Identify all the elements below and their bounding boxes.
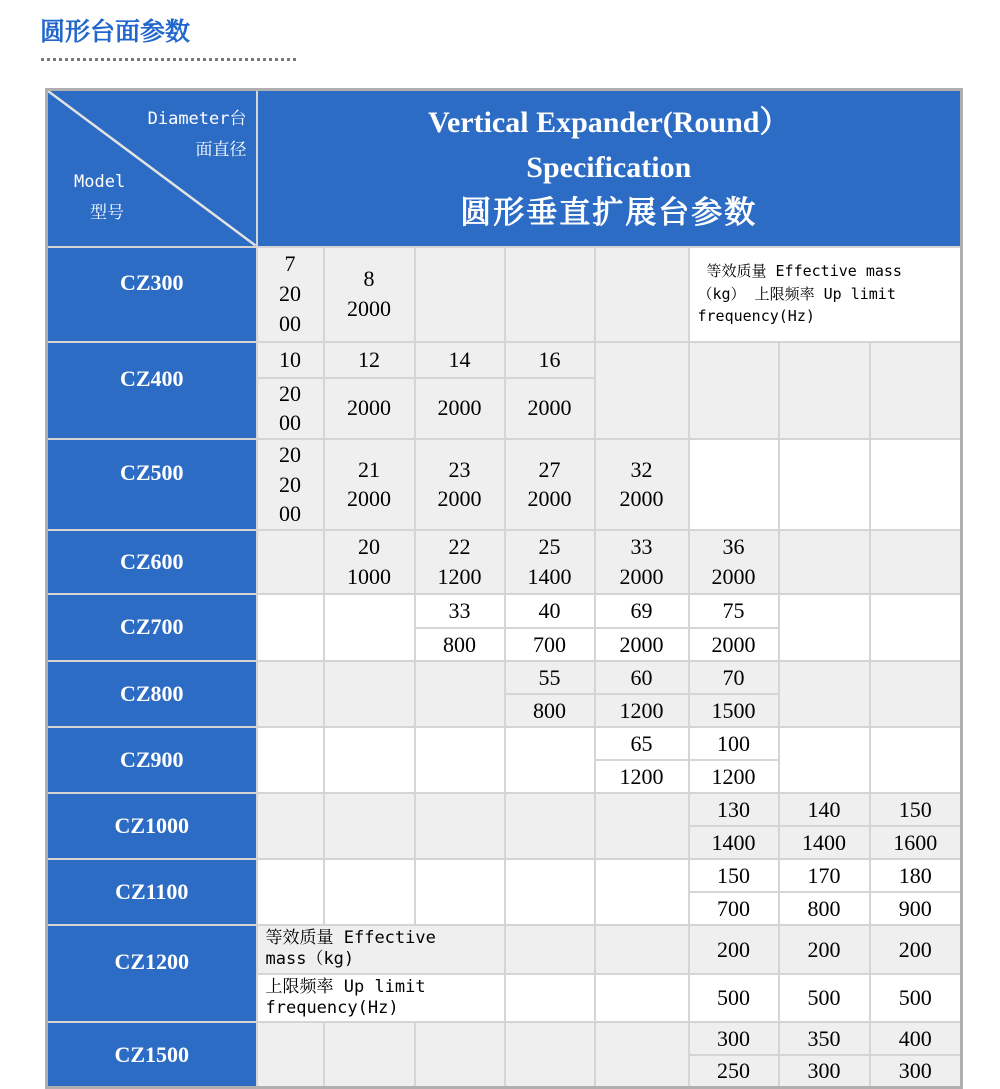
cell-line: 2000 xyxy=(347,296,391,321)
cell-CZ700-col5-freq xyxy=(595,628,689,661)
cell-CZ300-col4 xyxy=(505,247,595,342)
model-cell-CZ600: CZ600 xyxy=(47,530,257,594)
cell-line: 2000 xyxy=(347,395,391,421)
table-title-line-en2: Specification xyxy=(526,150,692,184)
cell-line: 170 xyxy=(807,862,841,888)
cell-CZ700-col6-mass xyxy=(689,594,779,628)
cell-CZ1200-col1-freq xyxy=(257,974,505,1023)
table-title-line-en1: Vertical Expander(Round） xyxy=(428,105,790,139)
cell-line: 22 xyxy=(448,534,471,560)
cell-line: 25 xyxy=(538,534,561,560)
corner-line: 面直径 xyxy=(195,140,247,161)
cell-CZ1500-col2 xyxy=(324,1022,415,1087)
cell-line: 20 xyxy=(279,441,301,467)
cell-line: 350 xyxy=(807,1026,841,1052)
cell-CZ800-col8 xyxy=(870,661,962,727)
cell-line: 150 xyxy=(898,796,932,822)
cell-CZ1500-col8-freq xyxy=(870,1055,962,1087)
row-CZ400 xyxy=(47,342,962,378)
cell-line: 1200 xyxy=(711,763,756,789)
cell-CZ1000-col4 xyxy=(505,793,595,859)
row-CZ1000 xyxy=(47,793,962,826)
cell-line: 32 xyxy=(630,456,653,482)
cell-line: 200 xyxy=(898,936,932,962)
cell-CZ600-col2 xyxy=(324,530,415,594)
table-body xyxy=(47,247,962,1088)
cell-CZ1500-col5 xyxy=(595,1022,689,1087)
cell-CZ300-col1 xyxy=(257,247,324,342)
cell-CZ900-col6-mass xyxy=(689,727,779,760)
spec-table xyxy=(45,88,963,1089)
cell-CZ400-col5 xyxy=(595,342,689,439)
cell-line: 800 xyxy=(807,895,841,921)
cell-CZ500-col4 xyxy=(505,439,595,530)
cell-CZ1500-col7-mass xyxy=(779,1022,870,1055)
cell-line: 180 xyxy=(898,862,932,888)
row-CZ800 xyxy=(47,661,962,694)
cell-CZ700-col3-freq xyxy=(415,628,505,661)
cell-CZ700-col4-freq xyxy=(505,628,595,661)
cell-CZ600-col5 xyxy=(595,530,689,594)
cell-CZ1100-col8-mass xyxy=(870,859,962,892)
cell-CZ800-col4-freq xyxy=(505,694,595,727)
cell-line: 2000 xyxy=(527,486,572,512)
cell-line: 33 xyxy=(630,534,653,560)
cell-line: 500 xyxy=(807,985,841,1011)
cell-CZ1500-col7-freq xyxy=(779,1055,870,1087)
cell-CZ400-col6 xyxy=(689,342,779,439)
cell-CZ1500-col6-mass xyxy=(689,1022,779,1055)
cell-CZ1000-col6-mass xyxy=(689,793,779,826)
cell-CZ300-col3 xyxy=(415,247,505,342)
model-cell-CZ1000: CZ1000 xyxy=(47,793,257,859)
cell-line: 300 xyxy=(807,1058,841,1084)
cell-CZ900-col4 xyxy=(505,727,595,793)
cell-line: 2000 xyxy=(279,281,301,336)
cell-CZ700-col1 xyxy=(257,594,324,661)
row-CZ900 xyxy=(47,727,962,760)
cell-CZ1500-col1 xyxy=(257,1022,324,1087)
model-cell-CZ1500: CZ1500 xyxy=(47,1022,257,1087)
cell-CZ400-col3-freq xyxy=(415,378,505,439)
cell-line: 70 xyxy=(722,664,745,690)
cell-CZ1000-col8-freq xyxy=(870,826,962,859)
cell-CZ800-col6-freq xyxy=(689,694,779,727)
cell-CZ1100-col7-mass xyxy=(779,859,870,892)
cell-line: 1400 xyxy=(527,563,572,589)
cell-line: 8 xyxy=(363,266,375,292)
cell-CZ500-col7 xyxy=(779,439,870,530)
cell-line: 2000 xyxy=(279,380,301,436)
cell-CZ1200-col1-mass xyxy=(257,925,505,974)
cell-CZ1000-col2 xyxy=(324,793,415,859)
cell-CZ1200-col8-mass xyxy=(870,925,962,974)
cell-line: mass（kg) xyxy=(265,949,355,970)
cell-line: 55 xyxy=(538,664,561,690)
table-title-line-cn: 圆形垂直扩展台参数 xyxy=(460,194,758,230)
cell-CZ400-col1-mass xyxy=(257,342,324,378)
row-CZ1100 xyxy=(47,859,962,892)
cell-CZ1000-col7-freq xyxy=(779,826,870,859)
cell-CZ800-col5-mass xyxy=(595,661,689,694)
cell-line: 400 xyxy=(898,1026,932,1052)
cell-CZ700-col8 xyxy=(870,594,962,661)
model-cell-CZ400: CZ400 xyxy=(47,342,257,439)
cell-CZ1000-col5 xyxy=(595,793,689,859)
cell-CZ1100-col2 xyxy=(324,859,415,925)
cell-CZ800-col6-mass xyxy=(689,661,779,694)
cell-line: 130 xyxy=(717,796,750,822)
cell-CZ500-col5 xyxy=(595,439,689,530)
cell-line: 21 xyxy=(358,456,380,482)
cell-CZ1500-col3 xyxy=(415,1022,505,1087)
cell-line: 27 xyxy=(538,456,561,482)
cell-line: 33 xyxy=(448,598,471,624)
cell-CZ400-col2-freq xyxy=(324,378,415,439)
cell-CZ600-col8 xyxy=(870,530,962,594)
cell-line: 1500 xyxy=(711,697,756,723)
cell-line: 等效质量 Effective mass xyxy=(706,262,902,281)
cell-line: 2000 xyxy=(437,395,482,421)
cell-line: 2000 xyxy=(347,486,391,512)
cell-line: 1200 xyxy=(437,563,482,589)
model-cell-CZ800: CZ800 xyxy=(47,661,257,727)
cell-line: 14 xyxy=(448,346,471,372)
cell-CZ600-col4 xyxy=(505,530,595,594)
cell-line: 300 xyxy=(717,1026,750,1052)
cell-line: 800 xyxy=(533,697,566,723)
cell-CZ400-col4-mass xyxy=(505,342,595,378)
cell-CZ300-col5 xyxy=(595,247,689,342)
cell-CZ800-col7 xyxy=(779,661,870,727)
cell-line: 10 xyxy=(279,346,301,372)
cell-line: 23 xyxy=(448,456,471,482)
cell-line: 200 xyxy=(807,936,841,962)
header-row xyxy=(47,90,962,247)
cell-CZ700-col5-mass xyxy=(595,594,689,628)
cell-line: 2000 xyxy=(619,563,664,589)
cell-CZ1100-col3 xyxy=(415,859,505,925)
cell-CZ1100-col5 xyxy=(595,859,689,925)
cell-CZ300-col6 xyxy=(689,247,962,342)
cell-line: 1200 xyxy=(619,763,664,789)
cell-CZ1200-col5-mass xyxy=(595,925,689,974)
cell-CZ1100-col6-mass xyxy=(689,859,779,892)
cell-line: 900 xyxy=(898,895,932,921)
model-cell-CZ700: CZ700 xyxy=(47,594,257,661)
row-CZ700 xyxy=(47,594,962,628)
cell-line: 140 xyxy=(807,796,841,822)
cell-line: 60 xyxy=(630,664,653,690)
cell-line: 800 xyxy=(443,631,476,657)
cell-line: 1200 xyxy=(619,697,664,723)
cell-CZ1200-col6-freq xyxy=(689,974,779,1023)
cell-line: frequency(Hz) xyxy=(697,307,815,326)
dotted-divider xyxy=(41,58,296,61)
cell-CZ1000-col6-freq xyxy=(689,826,779,859)
cell-CZ1200-col7-mass xyxy=(779,925,870,974)
cell-CZ1500-col8-mass xyxy=(870,1022,962,1055)
corner-cell xyxy=(47,90,257,247)
cell-line: 150 xyxy=(717,862,750,888)
cell-CZ400-col1-freq xyxy=(257,378,324,439)
cell-CZ400-col3-mass xyxy=(415,342,505,378)
cell-CZ700-col3-mass xyxy=(415,594,505,628)
row-CZ300 xyxy=(47,247,962,342)
cell-CZ400-col2-mass xyxy=(324,342,415,378)
cell-line: 2000 xyxy=(619,631,664,657)
cell-CZ700-col6-freq xyxy=(689,628,779,661)
cell-CZ400-col7 xyxy=(779,342,870,439)
cell-line: 2000 xyxy=(711,563,756,589)
cell-CZ1100-col7-freq xyxy=(779,892,870,925)
corner-model-label xyxy=(74,167,125,230)
cell-CZ700-col4-mass xyxy=(505,594,595,628)
row-CZ500 xyxy=(47,439,962,530)
cell-line: 等效质量 Effective xyxy=(265,928,436,949)
cell-CZ1200-col4-freq xyxy=(505,974,595,1023)
cell-CZ500-col2 xyxy=(324,439,415,530)
row-CZ1500 xyxy=(47,1022,962,1055)
cell-CZ700-col7 xyxy=(779,594,870,661)
cell-line: 20 xyxy=(358,534,380,560)
row-CZ1200 xyxy=(47,925,962,974)
cell-line: 700 xyxy=(717,895,750,921)
cell-CZ700-col2 xyxy=(324,594,415,661)
cell-line: 16 xyxy=(538,346,561,372)
cell-CZ900-col6-freq xyxy=(689,760,779,793)
cell-line: 100 xyxy=(717,730,750,756)
cell-CZ500-col6 xyxy=(689,439,779,530)
cell-line: 75 xyxy=(722,598,745,624)
row-CZ600 xyxy=(47,530,962,594)
cell-line: 40 xyxy=(538,598,561,624)
cell-line: 700 xyxy=(533,631,566,657)
cell-CZ900-col8 xyxy=(870,727,962,793)
cell-CZ900-col5-mass xyxy=(595,727,689,760)
cell-CZ1100-col6-freq xyxy=(689,892,779,925)
corner-line: Diameter台 xyxy=(147,109,247,129)
model-cell-CZ1100: CZ1100 xyxy=(47,859,257,925)
cell-CZ1000-col1 xyxy=(257,793,324,859)
cell-line: 500 xyxy=(898,985,932,1011)
cell-CZ900-col7 xyxy=(779,727,870,793)
cell-CZ1500-col4 xyxy=(505,1022,595,1087)
cell-line: frequency(Hz) xyxy=(265,998,399,1019)
cell-line: 69 xyxy=(630,598,653,624)
cell-CZ900-col3 xyxy=(415,727,505,793)
cell-CZ1000-col8-mass xyxy=(870,793,962,826)
model-cell-CZ500: CZ500 xyxy=(47,439,257,530)
cell-CZ800-col2 xyxy=(324,661,415,727)
corner-line: Model xyxy=(74,171,126,192)
cell-line: 200 xyxy=(717,936,750,962)
cell-line: 2000 xyxy=(527,395,572,421)
cell-line: 12 xyxy=(358,346,380,372)
cell-line: 250 xyxy=(717,1058,750,1084)
cell-CZ600-col6 xyxy=(689,530,779,594)
model-cell-CZ1200: CZ1200 xyxy=(47,925,257,1023)
cell-CZ1100-col1 xyxy=(257,859,324,925)
cell-CZ800-col4-mass xyxy=(505,661,595,694)
cell-CZ1200-col8-freq xyxy=(870,974,962,1023)
cell-CZ1200-col5-freq xyxy=(595,974,689,1023)
cell-line: 上限频率 Up limit xyxy=(265,976,426,997)
cell-CZ1100-col4 xyxy=(505,859,595,925)
cell-line: 300 xyxy=(898,1058,932,1084)
cell-CZ800-col5-freq xyxy=(595,694,689,727)
cell-CZ800-col1 xyxy=(257,661,324,727)
table-title xyxy=(257,90,962,247)
cell-CZ300-col2 xyxy=(324,247,415,342)
cell-CZ1200-col7-freq xyxy=(779,974,870,1023)
cell-CZ1200-col4-mass xyxy=(505,925,595,974)
cell-CZ1000-col3 xyxy=(415,793,505,859)
cell-line: 1400 xyxy=(802,829,846,855)
cell-CZ600-col3 xyxy=(415,530,505,594)
cell-CZ500-col1 xyxy=(257,439,324,530)
cell-line: 2000 xyxy=(711,631,756,657)
cell-line: （kg） 上限频率 Up limit xyxy=(697,284,896,303)
corner-line: 型号 xyxy=(90,203,124,224)
cell-CZ900-col5-freq xyxy=(595,760,689,793)
cell-line: 2000 xyxy=(619,486,664,512)
cell-line: 1400 xyxy=(711,829,756,855)
cell-CZ400-col4-freq xyxy=(505,378,595,439)
cell-CZ1000-col7-mass xyxy=(779,793,870,826)
cell-line: 2000 xyxy=(437,486,482,512)
cell-CZ400-col8 xyxy=(870,342,962,439)
cell-CZ800-col3 xyxy=(415,661,505,727)
page-title: 圆形台面参数 xyxy=(40,18,191,46)
cell-CZ1100-col8-freq xyxy=(870,892,962,925)
cell-line: 500 xyxy=(717,985,750,1011)
cell-line: 65 xyxy=(630,730,653,756)
cell-CZ900-col2 xyxy=(324,727,415,793)
cell-CZ1500-col6-freq xyxy=(689,1055,779,1087)
cell-line: 36 xyxy=(722,534,745,560)
cell-CZ600-col1 xyxy=(257,530,324,594)
cell-line: 1600 xyxy=(893,829,938,855)
cell-CZ1200-col6-mass xyxy=(689,925,779,974)
model-cell-CZ900: CZ900 xyxy=(47,727,257,793)
cell-CZ500-col8 xyxy=(870,439,962,530)
cell-line: 7 xyxy=(284,251,296,277)
cell-line: 1000 xyxy=(347,563,391,589)
cell-CZ500-col3 xyxy=(415,439,505,530)
model-cell-CZ300: CZ300 xyxy=(47,247,257,342)
cell-CZ600-col7 xyxy=(779,530,870,594)
cell-line: 2000 xyxy=(279,471,301,527)
corner-diameter-label xyxy=(148,104,247,167)
cell-CZ900-col1 xyxy=(257,727,324,793)
